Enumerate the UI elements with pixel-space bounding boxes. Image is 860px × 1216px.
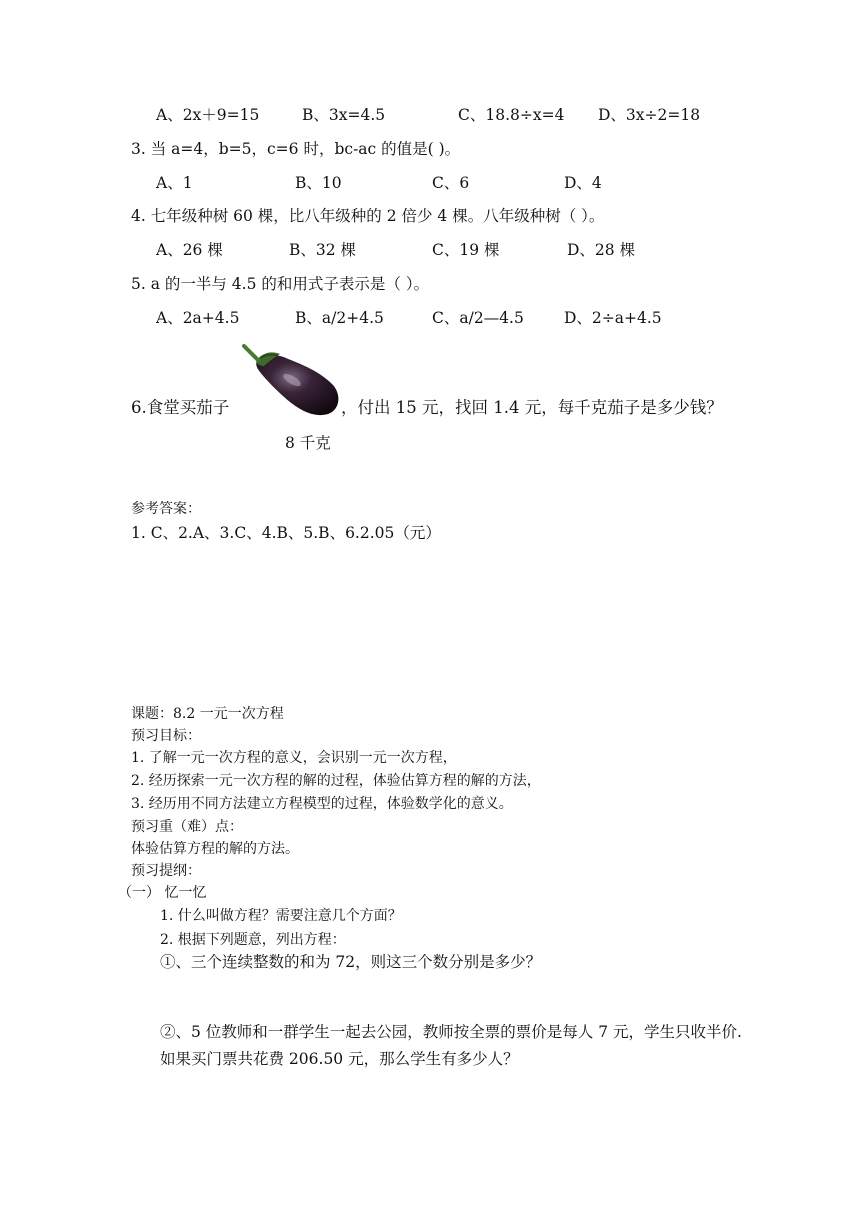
goal-item: 1. 了解一元一次方程的意义，会识别一元一次方程， (131, 750, 457, 766)
outline-heading: 预习提纲： (131, 863, 201, 879)
goals-heading: 预习目标： (131, 728, 201, 744)
q5-option-a: A、2a+4.5 (156, 309, 240, 327)
q5-option-b: B、a/2+4.5 (295, 309, 384, 327)
q6-stem-suffix: ，付出 15 元，找回 1.4 元，每千克茄子是多少钱？ (341, 398, 723, 417)
section-heading: （一） 忆一忆 (118, 885, 207, 901)
q2-option-d: D、3x÷2=18 (598, 106, 701, 124)
q2-option-a: A、2x＋9=15 (156, 106, 260, 124)
answers-line: 1. C、2.A、3.C、4.B、5.B、6.2.05（元） (131, 524, 441, 542)
q4-option-a: A、26 棵 (156, 241, 223, 259)
q6-stem-prefix: 6.食堂买茄子 (131, 398, 230, 417)
goal-item: 3. 经历用不同方法建立方程模型的过程，体验数学化的意义。 (131, 796, 513, 812)
answers-heading: 参考答案： (131, 501, 201, 517)
q4-option-d: D、28 棵 (567, 241, 636, 259)
q5-stem: 5. a 的一半与 4.5 的和用式子表示是（ ）。 (131, 275, 430, 293)
q4-stem: 4. 七年级种树 60 棵，比八年级种的 2 倍少 4 棵。八年级种树（ ）。 (131, 207, 605, 225)
q3-option-b: B、10 (295, 174, 342, 192)
q3-option-d: D、4 (564, 174, 602, 192)
sub-question-2-line-2: 如果买门票共花费 206.50 元，那么学生有多少人？ (160, 1050, 519, 1068)
q4-option-c: C、19 棵 (432, 241, 500, 259)
q3-option-c: C、6 (432, 174, 470, 192)
q6-weight-label: 8 千克 (285, 434, 331, 452)
eggplant-image (234, 340, 346, 420)
outline-item: 1. 什么叫做方程？需要注意几个方面？ (160, 908, 402, 924)
q3-option-a: A、1 (156, 174, 193, 192)
outline-item: 2. 根据下列题意，列出方程： (160, 932, 346, 948)
q5-option-d: D、2÷a+4.5 (564, 309, 662, 327)
goal-item: 2. 经历探索一元一次方程的解的过程，体验估算方程的解的方法， (131, 773, 541, 789)
q4-option-b: B、32 棵 (289, 241, 357, 259)
q2-option-c: C、18.8÷x=4 (458, 106, 565, 124)
sub-question-2-line-1: ②、5 位教师和一群学生一起去公园，教师按全票的票价是每人 7 元，学生只收半价. (160, 1023, 742, 1041)
key-points-text: 体验估算方程的解的方法。 (131, 841, 299, 857)
sub-question-1: ①、三个连续整数的和为 72，则这三个数分别是多少？ (160, 953, 542, 971)
key-points-heading: 预习重（难）点： (131, 819, 243, 835)
q5-option-c: C、a/2—4.5 (432, 309, 524, 327)
q2-option-b: B、3x=4.5 (302, 106, 386, 124)
q3-stem: 3. 当 a=4，b=5，c=6 时，bc-ac 的值是( )。 (131, 140, 461, 158)
lesson-title: 课题：8.2 一元一次方程 (131, 706, 284, 722)
